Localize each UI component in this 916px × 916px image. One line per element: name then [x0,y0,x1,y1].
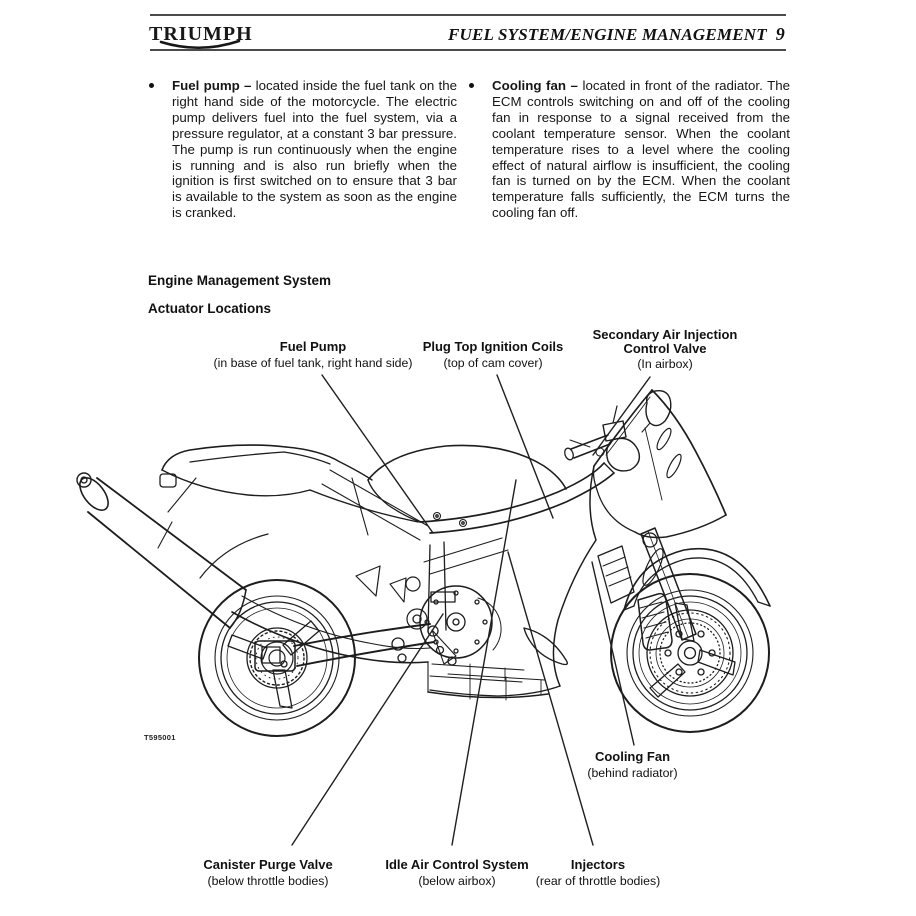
figure-code: T595001 [144,733,176,742]
leader-line-secondary-air [593,377,650,455]
page-number: 9 [775,24,785,44]
label-sub: (top of cam cover) [443,355,543,370]
radiator [598,546,634,603]
label-title: Plug Top Ignition Coils [422,339,564,354]
leader-line-fuel-pump [322,375,433,533]
label-sub: (behind radiator) [587,765,678,780]
label-title: Cooling Fan [594,749,671,764]
label-title: Idle Air Control System [385,857,529,872]
page-title: FUEL SYSTEM/ENGINE MANAGEMENT [448,25,767,44]
front-wheel [611,574,769,732]
label-sub: (below throttle bodies) [207,873,329,888]
bullet-term: Fuel pump – [172,78,252,93]
bullet-term: Cooling fan – [492,78,578,93]
leader-line-canister-purge [292,614,443,845]
motorcycle-drawing [74,390,770,736]
leader-line-injectors [508,552,593,845]
tail-section [160,445,418,578]
section-subheading: Actuator Locations [148,301,272,316]
cockpit [563,406,639,471]
frame [322,463,614,632]
bullet-body: located in front of the radiator. The ECM controls switching on and off of the cooling fan in response to a signal received from the coolant temperature sensor. When the coolant temperature rises to a level where the cooling effect of natural airflow is insufficient, the cooling fan is turned on by the ECM. When the coolant temperature falls sufficiently, the ECM turns the cooling fan off. [492,78,790,221]
bullet-body: located inside the fuel tank on the right hand side of the motorcycle. The electric pump delivers fuel into the fuel system, via a pressure regulator, at a constant 3 bar pressure. The pump is run continuously when the engine is running and is also run briefly when the ignition is first switched on to ensure that 3 bar is available to the system as soon as the engine is cranked. [172,78,457,221]
leader-line-cooling-fan [592,562,634,745]
label-sub: (in base of fuel tank, right hand side) [213,355,413,370]
engine [392,538,524,682]
rear-wheel [199,580,355,736]
label-title: Injectors [570,857,626,872]
label-title-line2: Control Valve [623,340,707,356]
label-title: Fuel Pump [279,339,347,354]
label-sub: (below airbox) [418,873,496,888]
fuel-tank [368,445,566,526]
label-title: Canister Purge Valve [203,857,333,872]
triumph-logo-text: TRIUMPH [149,23,253,45]
leader-line-idle-air [452,480,516,845]
label-title: Secondary Air Injection [592,327,738,342]
section-heading: Engine Management System [148,273,332,288]
leader-line-plug-top-coils [497,375,553,518]
label-sub: (In airbox) [637,357,693,371]
fairing [430,390,726,696]
label-sub: (rear of throttle bodies) [535,873,661,888]
